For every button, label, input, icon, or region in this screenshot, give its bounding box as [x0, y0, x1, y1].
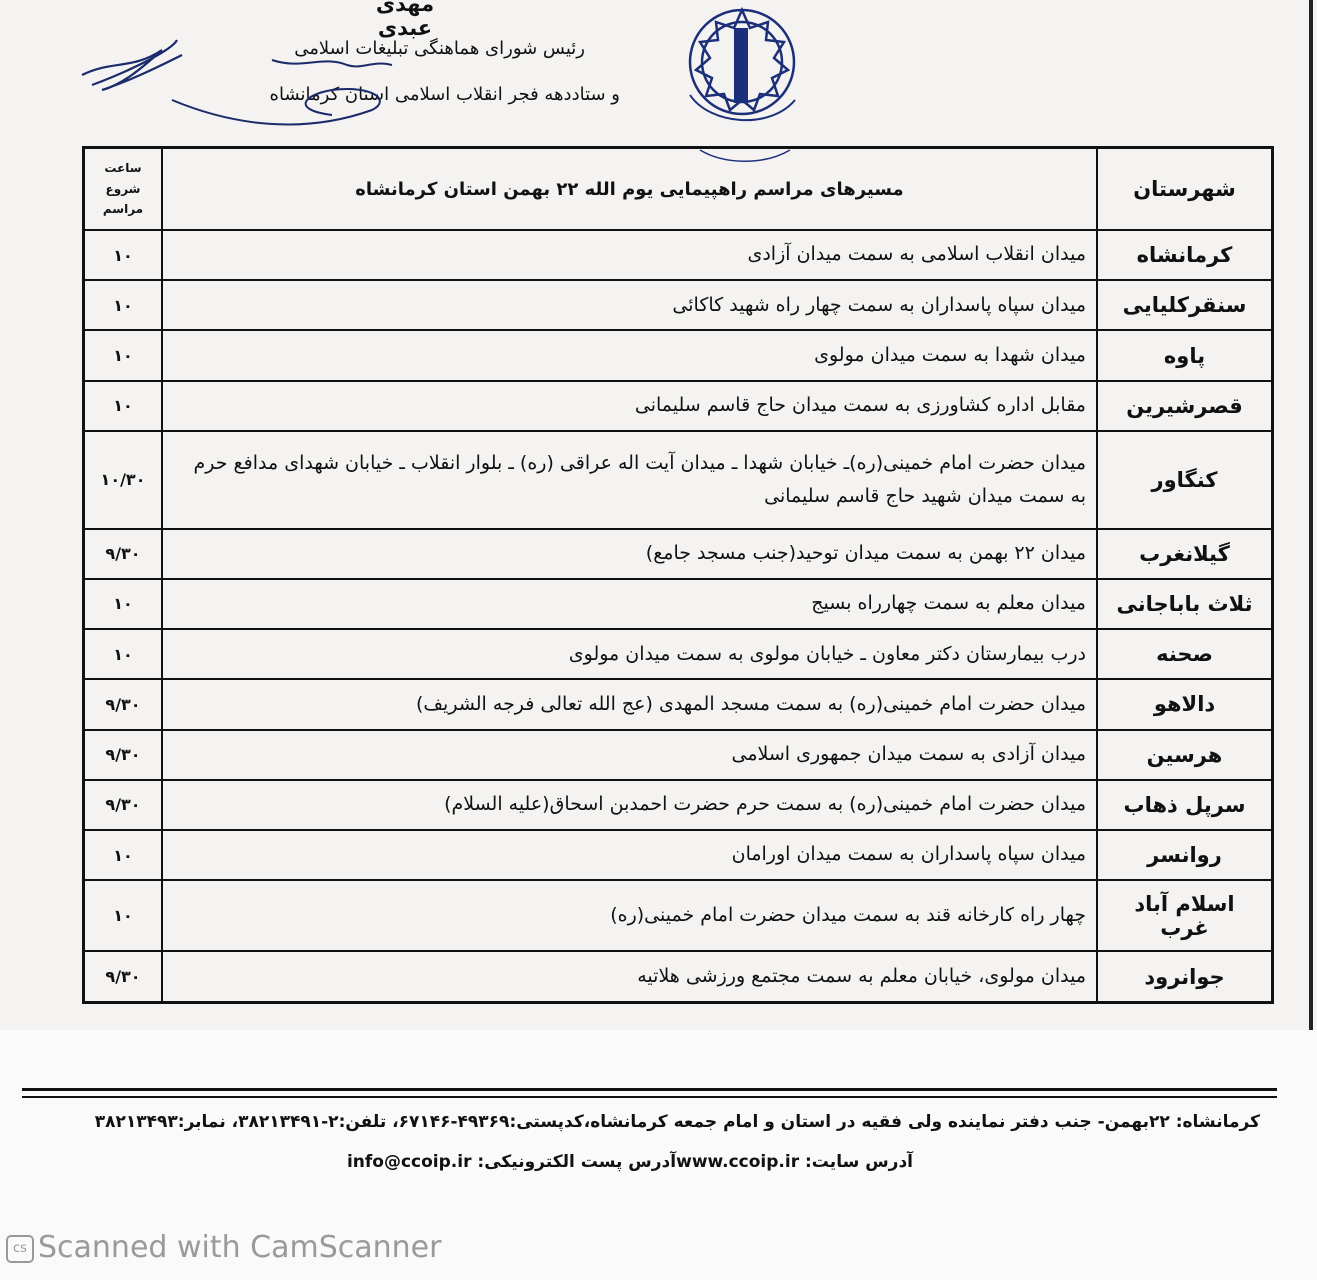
table-row [84, 679, 1273, 729]
header-route: مسیرهای مراسم راهپیمایی یوم الله ۲۲ بهمن استان کرمانشاه [162, 148, 1097, 231]
time-cell: ۹/۳۰ [84, 730, 163, 780]
signer-role: رئیس شورای هماهنگی تبلیغات اسلامی [294, 38, 585, 59]
city-cell: روانسر [1097, 830, 1273, 880]
city-cell: کنگاور [1097, 431, 1273, 529]
city-cell: هرسین [1097, 730, 1273, 780]
camscanner-watermark [6, 1230, 441, 1265]
routes-table [82, 146, 1274, 1004]
time-cell: ۹/۳۰ [84, 679, 163, 729]
route-cell: میدان آزادی به سمت میدان جمهوری اسلامی [162, 730, 1097, 780]
city-cell: جوانرود [1097, 951, 1273, 1002]
table-row [84, 230, 1273, 280]
route-cell: میدان حضرت امام خمینی(ره)ـ خیابان شهدا ـ میدان آیت اله عراقی (ره) ـ بلوار انقلاب ـ خیابان شهدای مدافع حرم به سمت میدان شهید حاج قاسم سلیمانی [162, 431, 1097, 529]
city-cell: دالاهو [1097, 679, 1273, 729]
camscanner-icon: cs [6, 1235, 34, 1263]
city-cell: کرمانشاه [1097, 230, 1273, 280]
route-cell: درب بیمارستان دکتر معاون ـ خیابان مولوی به سمت میدان مولوی [162, 629, 1097, 679]
table-row [84, 579, 1273, 629]
city-cell: گیلانغرب [1097, 529, 1273, 579]
time-cell: ۹/۳۰ [84, 951, 163, 1002]
handwritten-signature [72, 30, 432, 140]
route-cell: میدان معلم به سمت چهارراه بسیج [162, 579, 1097, 629]
time-cell: ۱۰ [84, 330, 163, 380]
footer-rule-thin [22, 1096, 1277, 1098]
city-cell: ثلاث باباجانی [1097, 579, 1273, 629]
route-cell: میدان سپاه پاسداران به سمت میدان اورامان [162, 830, 1097, 880]
route-cell: میدان حضرت امام خمینی(ره) به سمت حرم حضرت احمدبن اسحاق(علیه السلام) [162, 780, 1097, 830]
city-cell: پاوه [1097, 330, 1273, 380]
city-cell: سنقرکلیایی [1097, 280, 1273, 330]
route-cell: میدان انقلاب اسلامی به سمت میدان آزادی [162, 230, 1097, 280]
route-cell: میدان شهدا به سمت میدان مولوی [162, 330, 1097, 380]
table-row [84, 381, 1273, 431]
time-cell: ۱۰ [84, 579, 163, 629]
time-cell: ۱۰ [84, 629, 163, 679]
time-cell: ۱۰ [84, 280, 163, 330]
time-cell: ۱۰/۳۰ [84, 431, 163, 529]
city-cell: اسلام آباد غرب [1097, 880, 1273, 951]
route-cell: چهار راه کارخانه قند به سمت میدان حضرت امام خمینی(ره) [162, 880, 1097, 951]
footer-website-email: آدرس سایت: www.ccoip.irآدرس پست الکترونیکی: info@ccoip.ir [346, 1152, 914, 1172]
time-cell: ۱۰ [84, 880, 163, 951]
time-cell: ۱۰ [84, 830, 163, 880]
table-row [84, 830, 1273, 880]
route-cell: مقابل اداره کشاورزی به سمت میدان حاج قاسم سلیمانی [162, 381, 1097, 431]
city-cell: صحنه [1097, 629, 1273, 679]
time-cell: ۱۰ [84, 230, 163, 280]
table-row [84, 529, 1273, 579]
route-cell: میدان سپاه پاسداران به سمت چهار راه شهید کاکائی [162, 280, 1097, 330]
route-cell: میدان حضرت امام خمینی(ره) به سمت مسجد المهدی (عج الله تعالی فرجه الشریف) [162, 679, 1097, 729]
signer-name: مهدی عبدی [375, 0, 435, 40]
table-row [84, 880, 1273, 951]
table-row [84, 431, 1273, 529]
table-header-row [84, 148, 1273, 231]
route-cell: میدان مولوی، خیابان معلم به سمت مجتمع ورزشی هلاتیه [162, 951, 1097, 1002]
time-cell: ۹/۳۰ [84, 529, 163, 579]
route-cell: میدان ۲۲ بهمن به سمت میدان توحید(جنب مسجد جامع) [162, 529, 1097, 579]
camscanner-text: Scanned with CamScanner [38, 1230, 442, 1265]
table-row [84, 330, 1273, 380]
footer-rule [22, 1088, 1277, 1091]
time-cell: ۹/۳۰ [84, 780, 163, 830]
page-edge [1309, 0, 1313, 1030]
header-time: ساعت شروع مراسم [84, 148, 163, 231]
city-cell: قصرشیرین [1097, 381, 1273, 431]
table-row [84, 730, 1273, 780]
table-row [84, 780, 1273, 830]
city-cell: سرپل ذهاب [1097, 780, 1273, 830]
footer-address: کرمانشاه: ۲۲بهمن- جنب دفتر نماینده ولی فقیه در استان و امام جمعه کرمانشاه،کدپستی:۴۹۳۶۹-۶۷۱۴۶، تلفن:۲-۳۸۲۱۳۴۹۱، نمابر:۳۸۲۱۳۴۹۳ [94, 1112, 1260, 1132]
header-city: شهرستان [1097, 148, 1273, 231]
table-row [84, 629, 1273, 679]
signer-role-line2: و ستاددهه فجر انقلاب اسلامی استان کرمانشاه [269, 84, 620, 105]
table-row [84, 951, 1273, 1002]
table-row [84, 280, 1273, 330]
time-cell: ۱۰ [84, 381, 163, 431]
